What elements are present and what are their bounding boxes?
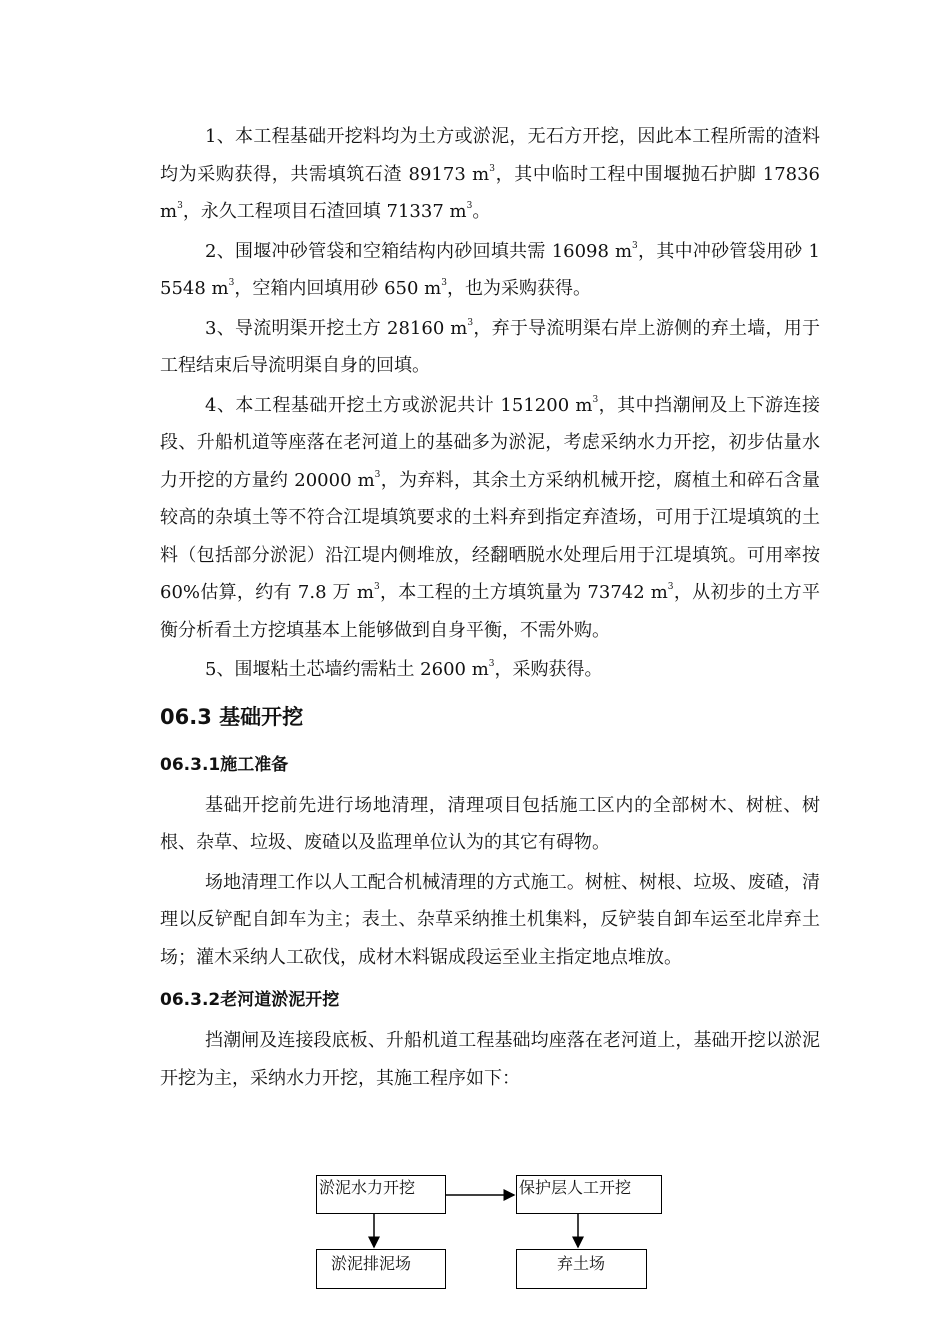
paragraph-p3: 3、导流明渠开挖土方 28160 $m^3$，弃于导流明渠右岸上游侧的弃土墙，用于工程结束后导流明渠自身的回填。 <box>160 317 820 376</box>
document-body <box>160 118 820 1097</box>
flow-box-protective-layer <box>516 1175 662 1214</box>
flow-box-label: 淤泥排泥场 <box>331 1254 412 1273</box>
section-heading: 06.3 基础开挖 <box>160 704 304 729</box>
unit-superscript: 3 <box>467 317 474 328</box>
unit-superscript: 3 <box>489 163 495 174</box>
paragraph-clearing-method: 场地清理工作以人工配合机械清理的方式施工。树桩、树根、垃圾、废碴，清理以反铲配自卸车为主；表土、杂草采纳推土机集料，反铲装自卸车运至北岸弃土场；灌木采纳人工砍伐，成材木料锯成段运至业主指定地点堆放。 <box>160 871 820 968</box>
subsection-heading-silt-excavation: 06.3.2老河道淤泥开挖 <box>160 990 340 1010</box>
flow-box-label: 淤泥水力开挖 <box>319 1178 416 1197</box>
unit-superscript: 3 <box>667 582 674 592</box>
flow-box-spoil-ground <box>516 1249 647 1289</box>
unit-superscript: 3 <box>466 201 473 211</box>
unit-superscript: 3 <box>441 278 447 288</box>
paragraph-silt-excavation: 挡潮闸及连接段底板、升船机道工程基础均座落在老河道上，基础开挖以淤泥开挖为主，采纳水力开挖，其施工程序如下： <box>160 1030 820 1089</box>
material-balance-paragraphs <box>160 118 820 689</box>
unit-superscript: 3 <box>632 240 638 251</box>
paragraph-p4: 4、本工程基础开挖土方或淤泥共计 151200 $m^3$，其中挡潮闸及上下游连接段、升船机道等座落在老河道上的基础多为淤泥，考虑采纳水力开挖，初步估量水力开挖的方量约 20000 $m^3$，为弃料，其余土方采纳机械开挖，腐植土和碎石含量较高的杂填土等不符合江堤填筑要求的土料弃到指定弃渣场，可用于江堤填筑的土料（包括部分淤泥）沿江堤内侧堆放，经翻晒脱水处理后用于江堤填筑。可用率按 60%估算，约有 7.8 万 $m^3$，本工程的土方填筑量为 73742 $m^3$，从初步的土方平衡分析看土方挖填基本上能够做到自身平衡，不需外购。 <box>160 394 821 641</box>
flow-box-hydraulic-excavation <box>316 1175 446 1214</box>
paragraph-p1: 1、本工程基础开挖料均为土方或淤泥，无石方开挖，因此本工程所需的渣料均为采购获得，共需填筑石渣 89173 $m^3$，其中临时工程中围堰抛石护脚 17836 $m^3$，永久工程项目石渣回填 71337 $m^3$。 <box>160 126 820 222</box>
paragraph-site-clearing: 基础开挖前先进行场地清理，清理项目包括施工区内的全部树木、树桩、树根、杂草、垃圾、废碴以及监理单位认为的其它有碍物。 <box>160 794 820 853</box>
subsection-heading-preparation: 06.3.1施工准备 <box>160 754 289 775</box>
unit-superscript: 3 <box>177 201 183 211</box>
paragraph-p2: 2、围堰冲砂管袋和空箱结构内砂回填共需 16098 $m^3$，其中冲砂管袋用砂 15548 $m^3$，空箱内回填用砂 650 $m^3$，也为采购获得。 <box>160 240 820 299</box>
paragraph-p5: 5、围堰粘土芯墙约需粘土 2600 $m^3$，采购获得。 <box>205 659 603 680</box>
unit-superscript: 3 <box>374 469 381 480</box>
flow-box-label: 弃土场 <box>557 1254 606 1273</box>
unit-superscript: 3 <box>373 582 380 592</box>
unit-superscript: 3 <box>228 278 235 288</box>
flow-box-label: 保护层人工开挖 <box>519 1178 632 1197</box>
unit-superscript: 3 <box>592 394 599 405</box>
flow-box-silt-disposal <box>316 1249 446 1289</box>
unit-superscript: 3 <box>488 659 495 669</box>
